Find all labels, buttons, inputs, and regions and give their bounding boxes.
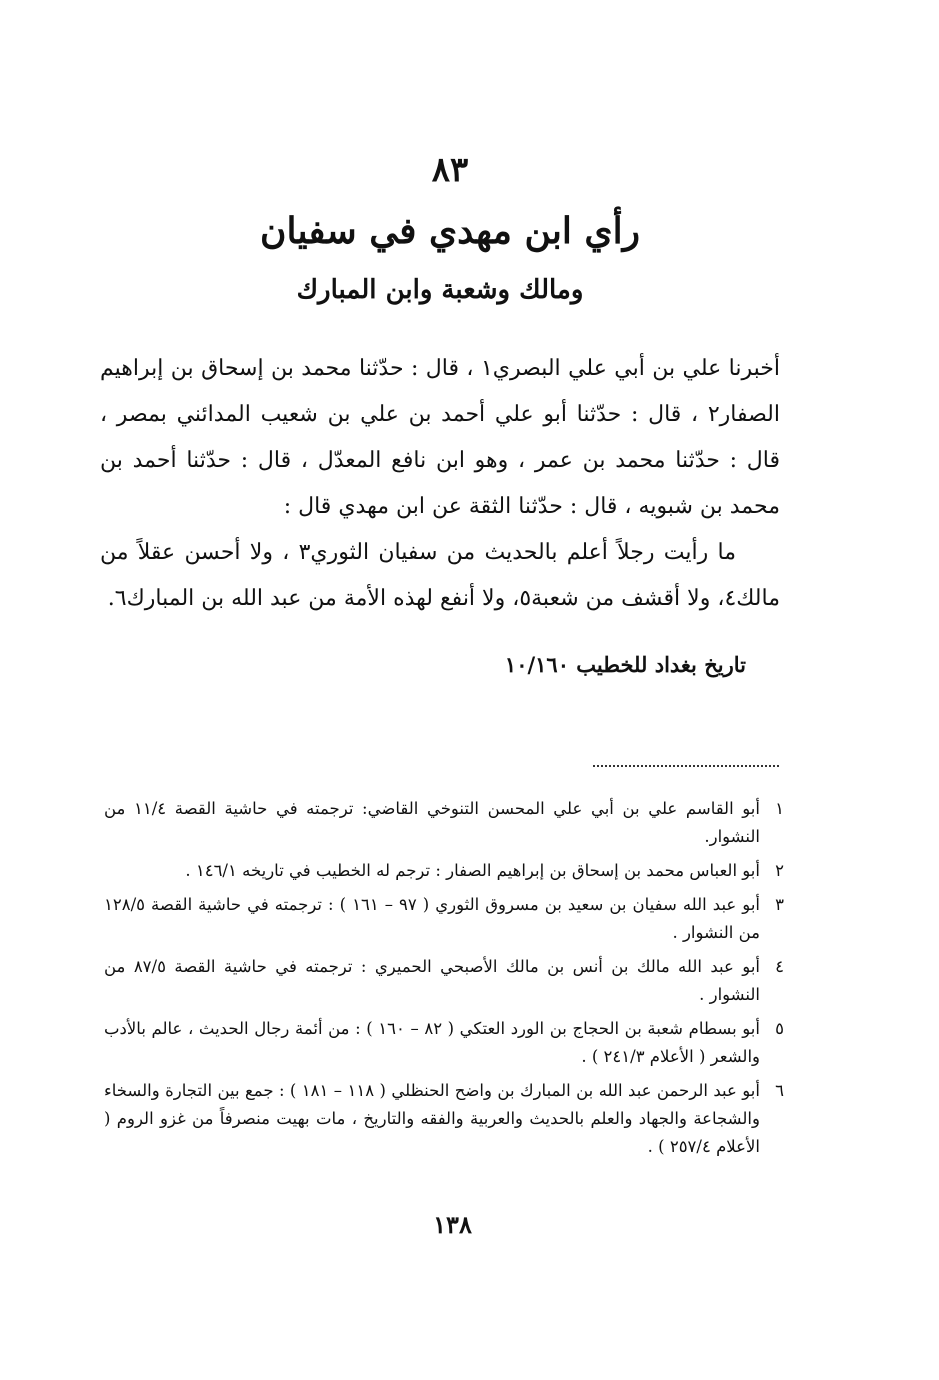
quote-paragraph: ما رأيت رجلاً أعلم بالحديث من سفيان الثوري٣ ، ولا أحسن عقلاً من مالك٤، ولا أقشف من شعبة٥، ولا أنفع لهذه الأمة من عبد الله بن المبارك٦. (100, 540, 780, 611)
story-number: ٨٣ (431, 150, 469, 190)
footnote-item (104, 953, 784, 1009)
footnote-number: ٤ (775, 957, 784, 976)
footnote-text: أبو عبد الرحمن عبد الله بن المبارك بن واضح الحنظلي ( ١١٨ – ١٨١ ) : جمع بين التجارة والسخاء والشجاعة والجهاد والعلم بالحديث والعربية والفقه والتاريخ ، مات بهيت منصرفاً من غزو الروم ( الأعلام ٢٥٧/٤ ) . (104, 1081, 760, 1156)
footnotes-list (104, 795, 784, 1167)
footnote-item (104, 1015, 784, 1071)
footnote-number: ١ (775, 799, 784, 818)
story-body (100, 346, 780, 622)
footnote-number: ٢ (775, 861, 784, 880)
footnote-text: أبو بسطام شعبة بن الحجاج بن الورد العتكي ( ٨٢ – ١٦٠ ) : من أئمة رجال الحديث ، عالم بالأدب والشعر ( الأعلام ٢٤١/٣ ) . (104, 1019, 760, 1066)
footnote-text: أبو العباس محمد بن إسحاق بن إبراهيم الصفار : ترجم له الخطيب في تاريخه ١٤٦/١ . (185, 861, 760, 880)
footnote-number: ٥ (775, 1019, 784, 1038)
footnote-item (104, 1077, 784, 1161)
footnote-number: ٣ (775, 895, 784, 914)
footnote-item (104, 795, 784, 851)
story-subtitle: ومالك وشعبة وابن المبارك (296, 275, 584, 305)
footnote-divider (593, 765, 779, 767)
footnote-number: ٦ (775, 1081, 784, 1100)
story-title: رأي ابن مهدي في سفيان (260, 210, 640, 252)
footnote-text: أبو القاسم علي بن أبي علي المحسن التنوخي القاضي: ترجمته في حاشية القصة ١١/٤ من النشوار. (104, 799, 760, 846)
isnad-paragraph: أخبرنا علي بن أبي علي البصري١ ، قال : حدّثنا محمد بن إسحاق بن إبراهيم الصفار٢ ، قال : حدّثنا أبو علي أحمد بن علي بن شعيب المدائني بمصر ، قال : حدّثنا محمد بن عمر ، وهو ابن نافع المعدّل ، قال : حدّثنا أحمد بن محمد بن شبويه ، قال : حدّثنا الثقة عن ابن مهدي قال : (100, 356, 780, 519)
footnote-item (104, 891, 784, 947)
page-number: ١٣٨ (433, 1210, 472, 1239)
source-citation: تاريخ بغداد للخطيب ١٠/١٦٠ (504, 652, 746, 677)
footnote-item (104, 857, 784, 885)
footnote-text: أبو عبد الله مالك بن أنس بن مالك الأصبحي الحميري : ترجمته في حاشية القصة ٨٧/٥ من النشوار . (104, 957, 760, 1004)
footnote-text: أبو عبد الله سفيان بن سعيد بن مسروق الثوري ( ٩٧ – ١٦١ ) : ترجمته في حاشية القصة ١٢٨/٥ من النشوار . (104, 895, 760, 942)
